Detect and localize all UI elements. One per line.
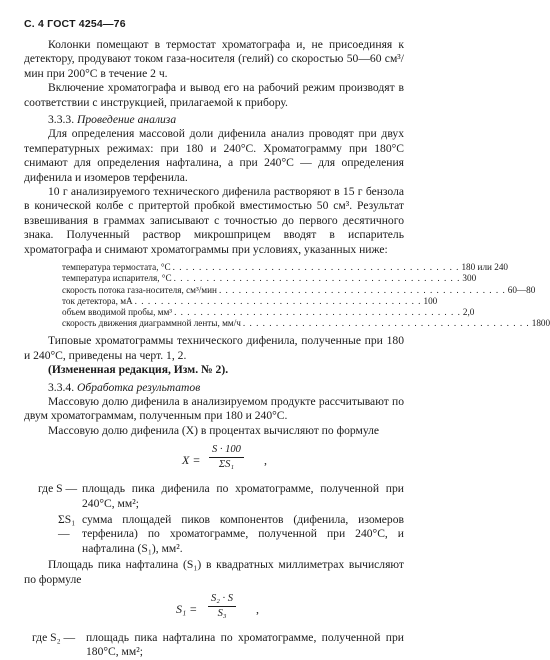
paragraph-calculation-basis: Массовую долю дифенила в анализируемом продукте рассчитывают по двум хроматограммам, полученным при 180 и 240°С. [24,394,404,423]
variable-symbol: где S — [38,482,78,496]
parameter-row [62,295,438,307]
parameter-label: ток детектора, мА [62,295,133,306]
dot-leader: . . . . . . . . . . . . . . . . . . . . . . . . . . . . . . . . . . . . . . . . . . . . [242,318,530,329]
section-number: 3.3.4. [48,380,75,394]
parameter-value: 2,0 [462,306,475,317]
section-title: Проведение анализа [77,113,177,127]
paragraph-chromatograph-startup: Включение хроматографа и вывод его на рабочий режим производят в соответствии с инструкцией, прилагаемой к прибору. [24,81,404,109]
fraction-denominator: S₃ [217,608,227,619]
fraction-denominator: ΣS₁ [218,459,234,471]
formula-comma: , [264,453,267,468]
parameter-row [62,318,550,329]
parameter-value: 180 или 240 [461,262,509,273]
parameter-row [62,273,477,284]
variable-definition [24,631,404,660]
variable-definition [24,513,404,556]
fraction-numerator: S₂ · S [208,593,236,607]
dot-leader: . . . . . . . . . . . . . . . . . . . . . . . . . . . . . . . . . . . . . . . . . . . . [134,295,422,306]
variable-symbol: где S₂ — [32,631,76,644]
formula-comma: , [256,602,259,616]
paragraph-typical-chromatograms: Типовые хроматограммы технического дифенила, полученные при 180 и 240°С, приведены на черт. 1, 2. [24,334,404,362]
formula-diphenyl-fraction [24,443,404,477]
fraction-numerator: S · 100 [209,444,244,458]
parameter-label: объем вводимой пробы, мм³ [62,306,173,317]
dot-leader: . . . . . . . . . . . . . . . . . . . . . . . . . . . . . . . . . . . . . . . . . . . . [172,262,460,273]
page-header: С. 4 ГОСТ 4254—76 [24,18,126,30]
formula-naphthalene-area [24,592,404,626]
edition-note: (Измененная редакция, Изм. № 2). [48,363,229,377]
parameter-value: 300 [462,273,477,284]
parameter-row [62,306,475,318]
paragraph-naphthalene-area-intro: Площадь пика нафталина (S₁) в квадратных миллиметрах вычисляют по формуле [24,558,404,586]
variable-description: сумма площадей пиков компонентов (дифенила, изомеров терфенила) по хроматограмме, полученной при 240°С, и нафталина (S₁), мм². [82,512,404,555]
paragraph-formula-intro: Массовую долю дифенила (X) в процентах вычисляют по формуле [48,423,380,437]
variable-definition [24,482,404,511]
parameter-value: 100 [423,295,438,306]
formula-lhs: S₁ = [176,602,198,616]
section-heading-3-3-4 [24,381,404,395]
dot-leader: . . . . . . . . . . . . . . . . . . . . . . . . . . . . . . . . . . . . . . . . . . . . [174,306,461,317]
parameter-row [62,262,509,273]
document-body [24,38,550,660]
formula-fraction [209,444,244,471]
paragraph-columns-purge: Колонки помещают в термостат хроматографа и, не присоединяя к детектору, продувают током газа-носителя (гелий) со скоростью 50—60 см³/мин при 200°С в течение 2 ч. [24,38,404,80]
variable-symbol: ΣS₁ — [58,512,76,541]
parameter-label: температура испарителя, °С [62,273,172,284]
parameter-label: скорость потока газа-носителя, см³/мин [62,284,217,295]
analysis-parameters-list [62,262,550,329]
section-number: 3.3.3. [48,113,75,127]
paragraph-temperature-modes: Для определения массовой доли дифенила анализ проводят при двух температурных режимах: при 180 и 240°С. Хроматограмму при 180°С снимают для определения нафталина, а при 240°С — для определения дифенила и изомеров терфенила. [24,127,404,184]
parameter-row [62,284,536,296]
section-heading-3-3-3 [24,113,404,127]
formula-lhs: X = [182,453,201,468]
parameter-value: 60—80 [507,284,536,295]
variable-description: площадь пика нафталина по хроматограмме, полученной при 180°С, мм²; [86,631,404,659]
paragraph-sample-preparation: 10 г анализируемого технического дифенила растворяют в 15 г бензола в конической колбе с притертой пробкой вместимостью 50 см³. Результат взвешивания в граммах записывают с точностью до первого десятичного знака. Полученный раствор микрошприцем вводят в испаритель хроматографа и снимают хроматограммы при условиях, указанных ниже: [24,185,404,256]
parameter-label: температура термостата, °С [62,262,171,273]
section-title: Обработка результатов [77,380,201,394]
variable-description: площадь пика дифенила по хроматограмме, полученной при 240°С, мм²; [82,482,404,510]
dot-leader: . . . . . . . . . . . . . . . . . . . . . . . . . . . . . . . . . . . . . . . . . . . . [218,284,506,295]
parameter-value: 1800 [531,318,550,329]
parameter-label: скорость движения диаграммной ленты, мм/ч [62,318,241,329]
dot-leader: . . . . . . . . . . . . . . . . . . . . . . . . . . . . . . . . . . . . . . . . . . . . [173,273,461,284]
formula-fraction [208,593,236,620]
